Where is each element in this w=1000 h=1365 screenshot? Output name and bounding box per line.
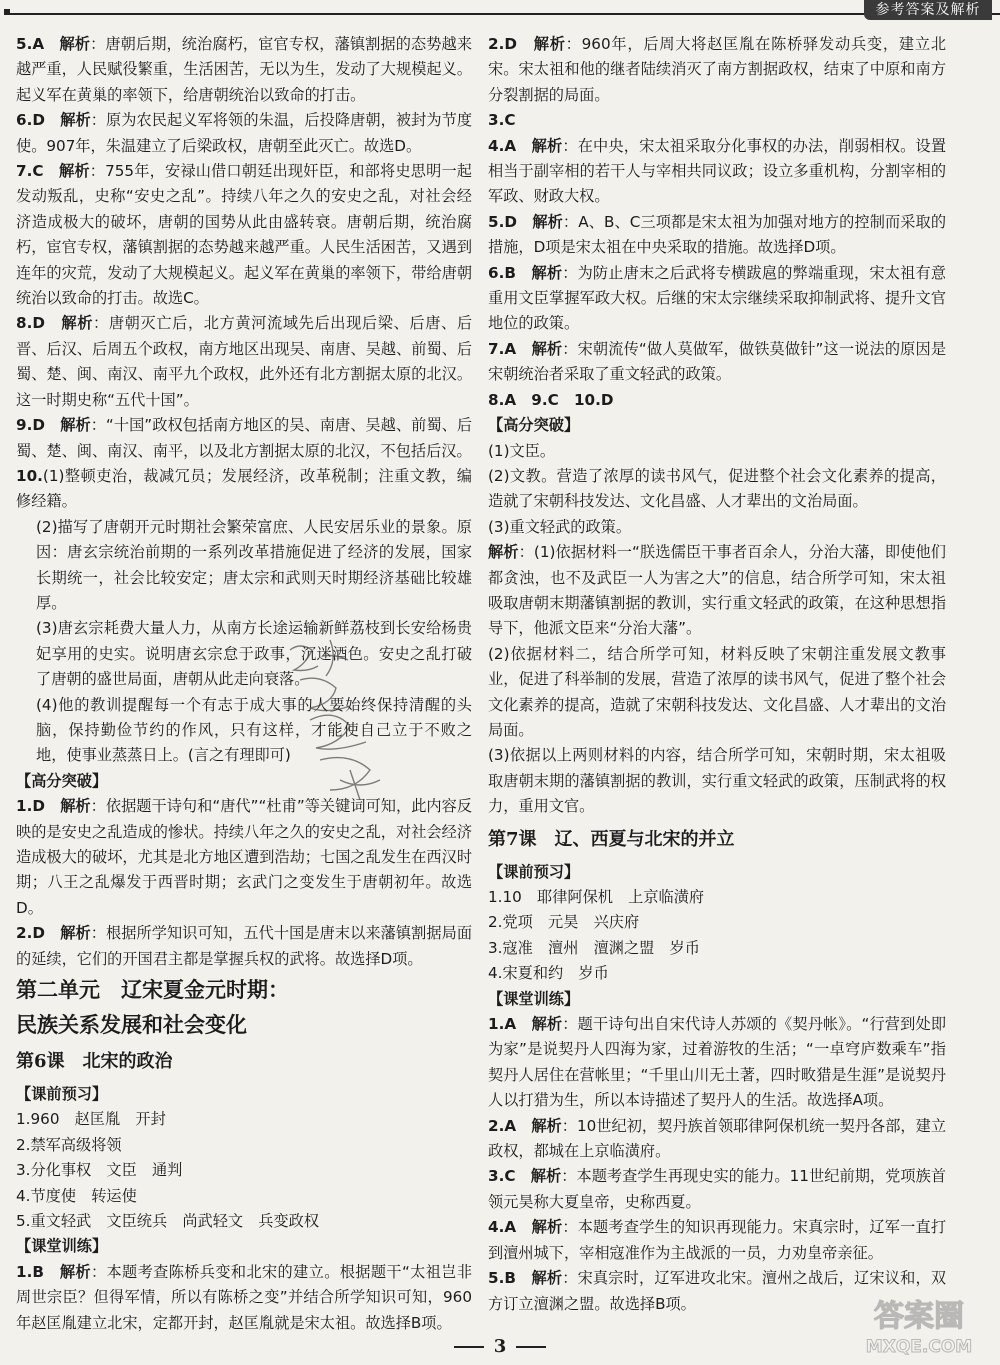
preview-item: 3.分化事权 文臣 通判 <box>16 1161 183 1180</box>
answer-item: 2.D 解析：960年，后周大将赵匡胤在陈桥驿发动兵变，建立北宋。宋太祖和他的继者陆续消灭了南方割据政权，结束了中原和南方分裂割据的局面。 <box>488 35 947 104</box>
answer-item: 4.A 解析：本题考查学生的知识再现能力。宋真宗时，辽军一直打到澶州城下，宰相寇准作为主战派的一员，力劝皇帝亲征。 <box>488 1218 947 1262</box>
preview-item: 2.禁军高级将领 <box>16 1135 122 1154</box>
answer-subitem: (2)文教。营造了浓厚的读书风气，促进整个社会文化素养的提高，造就了宋朝科技发达、文化昌盛、人才辈出的文治局面。 <box>488 466 946 511</box>
page-number: 3 <box>430 1336 570 1357</box>
answer-item: 10.(1)整顿吏治，裁减冗员；发展经济，改革税制；注重文教，编修经籍。 <box>16 466 472 511</box>
preview-item: 2.党项 元昊 兴庆府 <box>488 913 640 932</box>
answer-subitem: (3)重文轻武的政策。 <box>488 517 632 536</box>
preview-item: 5.重文轻武 文臣统兵 尚武轻文 兵变政权 <box>16 1212 320 1231</box>
answer-item: 2.D 解析：根据所学知识可知，五代十国是唐末以来藩镇割据局面的延续，它们的开国君主都是掌握兵权的武将。故选择D项。 <box>16 924 473 968</box>
header-tab: 参考答案及解析 <box>864 0 992 20</box>
answer-item: 7.A 解析：宋朝流传“做人莫做军，做铁莫做针”这一说法的原因是宋朝统治者采取了重文轻武的政策。 <box>488 339 947 384</box>
watermark-text: 答案圈 <box>874 1299 964 1334</box>
answer-item: 1.B 解析：本题考查陈桥兵变和北宋的建立。根据题干“太祖岂非周世宗臣？但得军情，所以有陈桥之变”并结合所学知识可知，960年赵匡胤建立北宋，定都开封，赵匡胤就是宋太祖。故选择B项。 <box>16 1262 473 1332</box>
right-column <box>488 32 946 1317</box>
watermark-logo <box>844 1290 994 1360</box>
answer-item: 5.D 解析：A、B、C三项都是宋太祖为加强对地方的控制而采取的措施，D项是宋太祖在中央采取的措施。故选择D项。 <box>488 212 947 257</box>
analysis-paragraph: (3)依据以上两则材料的内容，结合所学可知，宋朝时期，宋太祖吸取唐朝末期的藩镇割据的教训，实行重文轻武的政策，压制武将的权力，重用文官。 <box>488 746 946 816</box>
answer-item: 8.D 解析：唐朝灭亡后，北方黄河流域先后出现后梁、后唐、后晋、后汉、后周五个政权，南方地区出现吴、南唐、吴越、前蜀、后蜀、楚、闽、南汉、南平九个政权，此外还有北方割据太原的北汉。这一时期史称“五代十国”。 <box>16 314 473 409</box>
answer-subitem: (4)他的教训提醒每一个有志于成大事的人要始终保持清醒的头脑，保持勤俭节约的作风，只有这样，才能使自己立于不败之地，使事业蒸蒸日上。(言之有理即可) <box>36 695 472 765</box>
answer-item: 8.A 9.C 10.D <box>488 390 614 409</box>
answer-item: 4.A 解析：在中央，宋太祖采取分化事权的办法，削弱相权。设置相当于副宰相的若干人与宰相共同议政；设立多重机构，分割宰相的军政、财政大权。 <box>488 136 947 206</box>
preview-item: 3.寇准 澶州 澶渊之盟 岁币 <box>488 938 700 957</box>
answer-item: 3.C 解析：本题考查学生再现史实的能力。11世纪前期，党项族首领元昊称大夏皇帝，史称西夏。 <box>488 1167 947 1211</box>
preview-item: 1.10 耶律阿保机 上京临潢府 <box>488 888 705 906</box>
preview-item: 1.960 赵匡胤 开封 <box>16 1110 166 1129</box>
answer-item: 3.C <box>488 111 516 130</box>
answer-item: 1.A 解析：题干诗句出自宋代诗人苏颂的《契丹帐》。“行营到处即为家”是说契丹人四海为家，过着游牧的生活；“一卓穹庐数乘车”指契丹人居住在营帐里；“千里山川无土著，四时畋猎是生涯”是说契丹人以打猎为生，所以本诗描述了契丹人的生活。故选择A项。 <box>488 1015 947 1110</box>
answer-item: 9.D 解析：“十国”政权包括南方地区的吴、南唐、吴越、前蜀、后蜀、楚、闽、南汉、南平，以及北方割据太原的北汉，不包括后汉。 <box>16 416 473 460</box>
section-heading: 【高分突破】 <box>488 416 580 435</box>
lesson-title: 第6课 北宋的政治 <box>16 1051 173 1073</box>
section-heading: 【课前预习】 <box>16 1085 108 1104</box>
unit-title: 第二单元 辽宋夏金元时期： 民族关系发展和社会变化 <box>16 977 289 1038</box>
left-column <box>16 32 472 1336</box>
answer-item: 5.A 解析：唐朝后期，统治腐朽，宦官专权，藩镇割据的态势越来越严重，人民赋役繁重，生活困苦，无以为生，发动了大规模起义。起义军在黄巢的率领下，给唐朝统治以致命的打击。 <box>16 35 473 104</box>
answer-subitem: (3)唐玄宗耗费大量人力，从南方长途运输新鲜荔枝到长安给杨贵妃享用的史实。说明唐玄宗怠于政事，沉迷酒色。安史之乱打破了唐朝的盛世局面，唐朝从此走向衰落。 <box>36 619 472 689</box>
watermark-sub: MXQE.COM <box>865 1337 973 1357</box>
answer-subitem: (2)描写了唐朝开元时期社会繁荣富庶、人民安居乐业的景象。原因：唐玄宗统治前期的一系列改革措施促进了经济的发展，国家长期统一，社会比较安定；唐太宗和武则天时期经济基础比较雄厚。 <box>36 517 472 612</box>
answer-item: 5.B 解析：宋真宗时，辽军进攻北宋。澶州之战后，辽宋议和，双方订立澶渊之盟。故选择B项。 <box>488 1269 947 1313</box>
answer-item: 7.C 解析：755年，安禄山借口朝廷出现奸臣，和部将史思明一起发动叛乱，史称“安史之乱”。持续八年之久的安史之乱，对社会经济造成极大的破坏，唐朝的国势从此由盛转衰。唐朝后期，统治腐朽，宦官专权，藩镇割据的态势越来越严重。人民生活困苦，又遇到连年的灾荒，发动了大规模起义。起义军在黄巢的率领下，带给唐朝统治以致命的打击。故选C。 <box>16 162 472 308</box>
lesson-title: 第7课 辽、西夏与北宋的并立 <box>488 828 735 850</box>
header-line <box>6 13 1000 15</box>
answer-item: 6.D 解析：原为农民起义军将领的朱温，后投降唐朝，被封为节度使。907年，朱温建立了后梁政权，唐朝至此灭亡。故选D。 <box>16 111 473 155</box>
section-heading: 【课前预习】 <box>488 862 580 881</box>
analysis-paragraph: (2)依据材料二，结合所学可知，材料反映了宋朝注重发展文教事业，促进了科举制的发展，营造了浓厚的读书风气，促进了整个社会文化素养的提高，造就了宋朝科技发达、文化昌盛、人才辈出的文治局面。 <box>488 644 946 739</box>
answer-item: 2.A 解析：10世纪初，契丹族首领耶律阿保机统一契丹各部，建立政权，都城在上京临潢府。 <box>488 1116 947 1161</box>
answer-subitem: (1)文臣。 <box>488 441 556 460</box>
analysis-paragraph: 解析：(1)依据材料一“朕选儒臣干事者百余人，分治大藩，即使他们都贪浊，也不及武臣一人为害之大”的信息，结合所学可知，宋太祖吸取唐朝末期藩镇割据的教训，实行重文轻武的政策，在这种思想指导下，他派文臣来“分治大藩”。 <box>488 543 946 638</box>
answer-item: 1.D 解析：依据题干诗句和“唐代”“杜甫”等关键词可知，此内容反映的是安史之乱造成的惨状。持续八年之久的安史之乱，对社会经济造成极大的破坏，尤其是北方地区遭到浩劫；七国之乱发生在西汉时期；八王之乱爆发于西晋时期；玄武门之变发生于唐朝初年。故选D。 <box>16 797 473 917</box>
preview-item: 4.节度使 转运使 <box>16 1186 137 1205</box>
section-heading: 【课堂训练】 <box>16 1237 108 1256</box>
section-heading: 【课堂训练】 <box>488 989 580 1008</box>
preview-item: 4.宋夏和约 岁币 <box>488 964 609 983</box>
top-rule <box>0 0 1000 18</box>
answer-item: 6.B 解析：为防止唐末之后武将专横跋扈的弊端重现，宋太祖有意重用文臣掌握军政大权。后继的宋太宗继续采取抑制武将、提升文官地位的政策。 <box>488 263 947 333</box>
section-heading: 【高分突破】 <box>16 771 108 790</box>
